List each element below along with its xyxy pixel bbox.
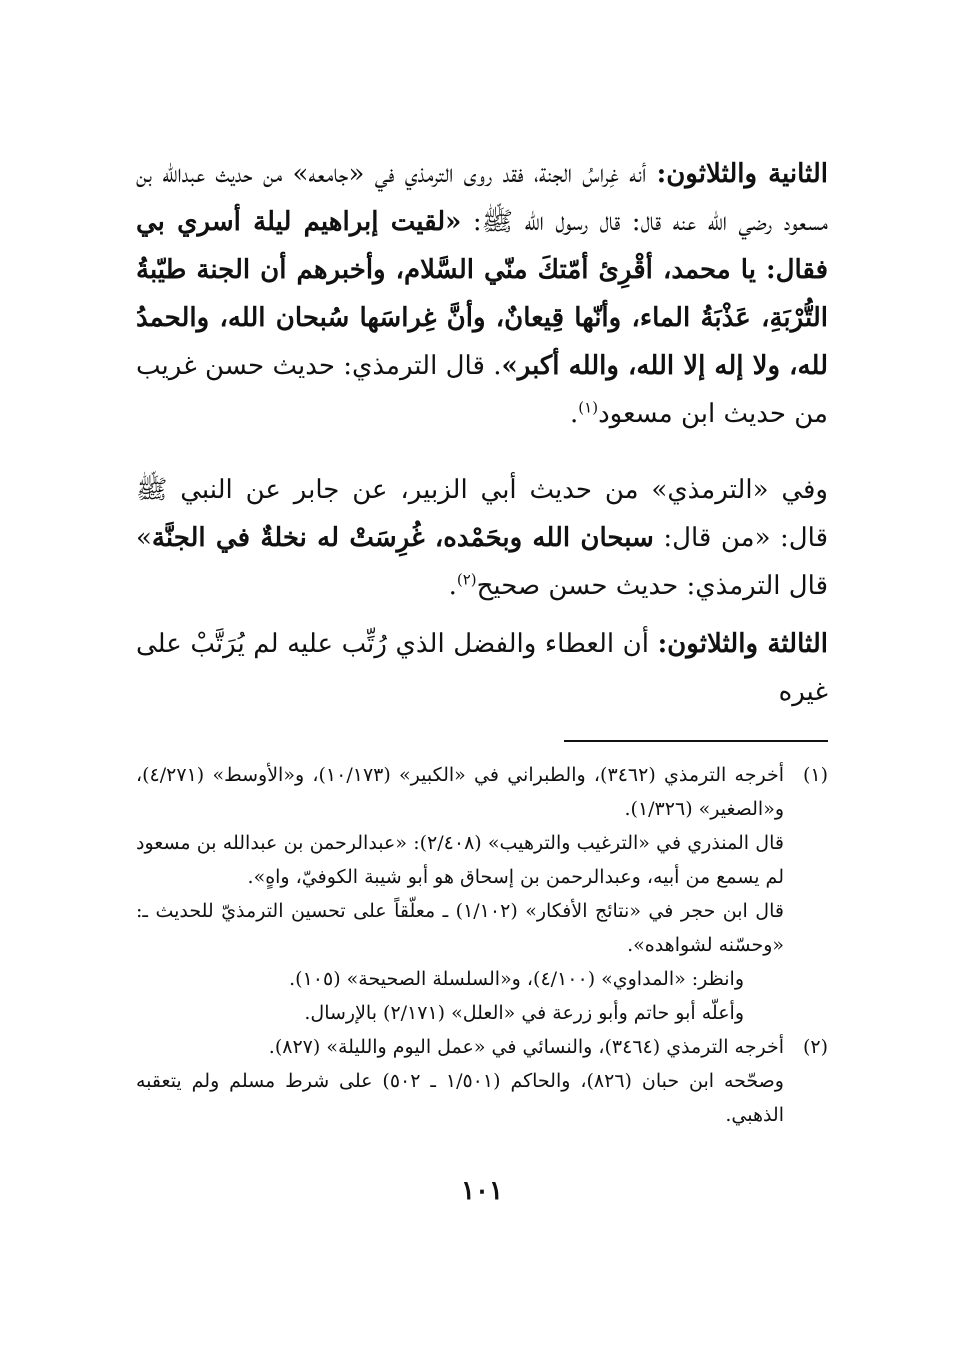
paragraph-text: . قال الترمذي: حديث حسن غريب من حديث ابن مسعود bbox=[136, 351, 828, 429]
main-text bbox=[136, 150, 828, 726]
paragraph-end: . bbox=[570, 399, 579, 429]
footnote-ref: (١) bbox=[578, 398, 599, 417]
paragraph-32 bbox=[136, 150, 828, 438]
footnote-line: وصحّحه ابن حبان (٨٢٦)، والحاكم (١/٥٠١ ـ ٥٠٢) على شرط مسلم ولم يتعقبه الذهبي. bbox=[136, 1070, 784, 1126]
paragraph-33 bbox=[136, 620, 828, 716]
section-heading: الثالثة والثلاثون: bbox=[657, 629, 828, 659]
footnote-number: (١) bbox=[802, 764, 828, 786]
footnote-line: وانظر: «المداوي» (٤/١٠٠)، و«السلسلة الصحيحة» (١٠٥). bbox=[289, 968, 744, 990]
footnote-body bbox=[136, 1030, 784, 1132]
footnote-2 bbox=[136, 1030, 828, 1132]
footnote-line: قال ابن حجر في «نتائج الأفكار» (١/١٠٢) ـ معلّقاً على تحسين الترمذيّ للحديث ـ: «وحسّنه لشواهده». bbox=[136, 900, 784, 956]
section-heading: الثانية والثلاثون: bbox=[656, 159, 829, 189]
footnote-1 bbox=[136, 758, 828, 826]
paragraph-text: أن العطاء والفضل الذي رُتِّب عليه لم يُرَتَّبْ على غيره bbox=[136, 629, 828, 707]
footnote-line: قال المنذري في «الترغيب والترهيب» (٢/٤٠٨): «عبدالرحمن بن عبدالله بن مسعود لم يسمع من أبيه، وعبدالرحمن بن إسحاق هو أبو شيبة الكوفيّ، واهٍ». bbox=[136, 832, 784, 888]
footnotes bbox=[136, 758, 828, 1132]
paragraph-text: » قال الترمذي: حديث حسن صحيح bbox=[136, 523, 828, 601]
paragraph-text: وفي «الترمذي» من حديث أبي الزبير، عن جابر عن النبي ﷺ قال: «من قال: bbox=[136, 475, 828, 553]
paragraph-end: . bbox=[448, 571, 457, 601]
page-number: ١٠١ bbox=[461, 1176, 503, 1206]
paragraph-text: أنه غِراسُ الجنة، فقد روى الترمذي في «جامعه» من حديث عبدالله بن مسعود رضي الله عنه قال: قال رسول الله ﷺ: bbox=[136, 159, 828, 237]
footnote-line: أخرجه الترمذي (٣٤٦٤)، والنسائي في «عمل اليوم والليلة» (٨٢٧). bbox=[268, 1036, 784, 1058]
footnote-number: (٢) bbox=[802, 1036, 828, 1058]
footnote-divider bbox=[564, 740, 828, 742]
footnote-body bbox=[136, 758, 784, 826]
footnote-line: وأعلّه أبو حاتم وأبو زرعة في «العلل» (٢/١٧١) بالإرسال. bbox=[304, 1002, 744, 1024]
paragraph-tirmidhi bbox=[136, 466, 828, 610]
footnote-ref: (٢) bbox=[456, 570, 477, 589]
footnote-line: أخرجه الترمذي (٣٤٦٢)، والطبراني في «الكبير» (١٠/١٧٣)، و«الأوسط» (٤/٢٧١)، و«الصغير» (١/٣٢٦). bbox=[136, 764, 784, 820]
hadith-quote: سبحان الله وبحَمْده، غُرِسَتْ له نخلةٌ في الجنَّة bbox=[151, 523, 654, 553]
hadith-quote: «لقيت إبراهيم ليلة أسري بي فقال: يا محمد، أقْرِئ أمّتكَ منّي السَّلام، وأخبرهم أن الجنة طيّبةُ التُّرْبَةِ، عَذْبَةُ الماء، وأنّها قِيعانٌ، وأنَّ غِراسَها سُبحان الله، والحمدُ لله، ولا إله إلا الله، والله أكبر» bbox=[136, 207, 828, 381]
